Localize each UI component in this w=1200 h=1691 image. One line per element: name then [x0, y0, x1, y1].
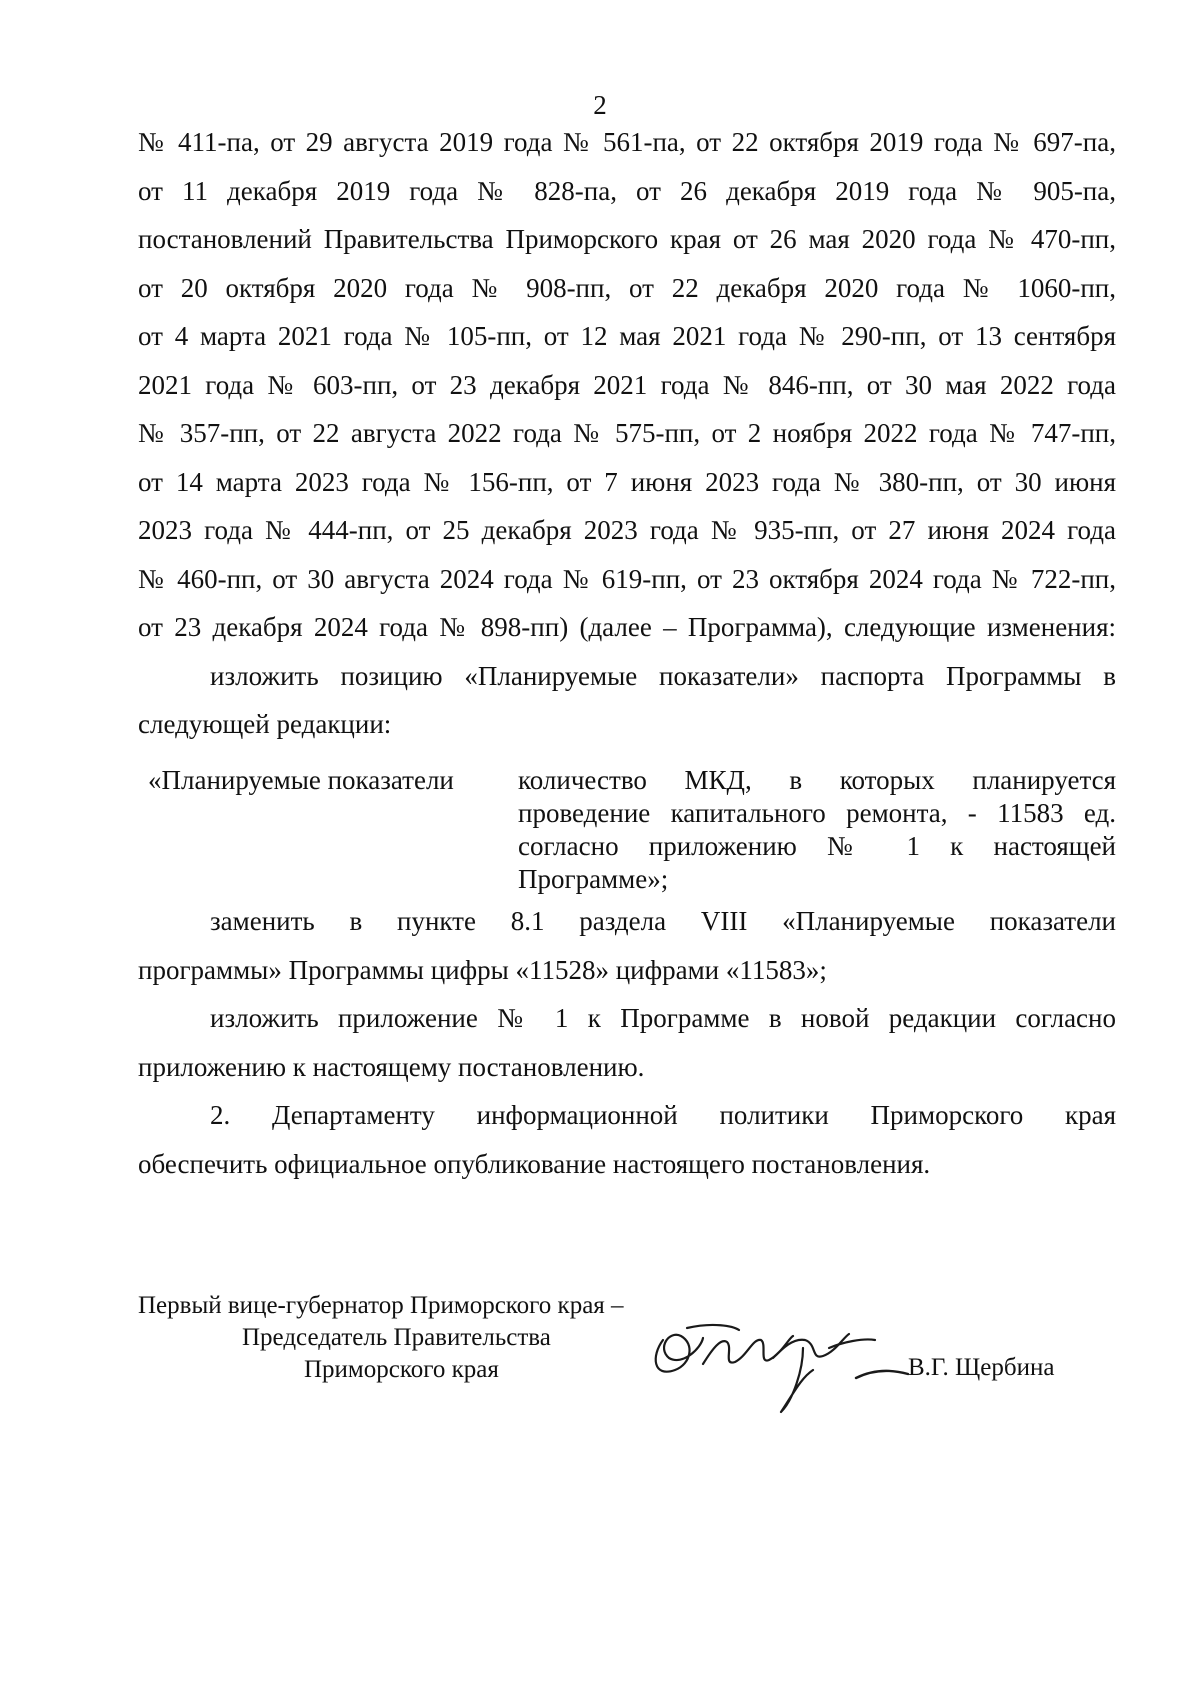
text-line: 2023 года № 444-пп, от 25 декабря 2023 года № 935-пп, от 27 июня 2024 года: [138, 515, 1116, 545]
text-line: согласно приложению № 1 к настоящей: [518, 831, 1116, 861]
signer-title-line: Первый вице-губернатор Приморского края –: [138, 1292, 624, 1319]
text-line: заменить в пункте 8.1 раздела VIII «Планируемые показатели: [210, 906, 1116, 936]
text-line: № 357-пп, от 22 августа 2022 года № 575-пп, от 2 ноября 2022 года № 747-пп,: [138, 418, 1116, 448]
text-line: от 4 марта 2021 года № 105-пп, от 12 мая 2021 года № 290-пп, от 13 сентября: [138, 321, 1116, 351]
text-line: постановлений Правительства Приморского края от 26 мая 2020 года № 470-пп,: [138, 224, 1116, 254]
text-line: количество МКД, в которых планируется: [518, 765, 1116, 795]
text-line: изложить приложение № 1 к Программе в новой редакции согласно: [210, 1003, 1116, 1033]
paragraph-item-2: [138, 1091, 1116, 1188]
signature-block: [138, 1290, 1116, 1440]
page-number: 2: [593, 90, 607, 120]
paragraph-position-instruction: [138, 652, 1116, 749]
document-body-continued: [138, 897, 1116, 1188]
text-line: от 14 марта 2023 года № 156-пп, от 7 июня 2023 года № 380-пп, от 30 июня: [138, 466, 1116, 497]
paragraph-amended-acts: [138, 118, 1116, 652]
text-line: от 20 октября 2020 года № 908-пп, от 22 декабря 2020 года № 1060-пп,: [138, 272, 1116, 303]
text-line: приложению к настоящему постановлению.: [138, 1051, 645, 1082]
signer-name: В.Г. Щербина: [908, 1354, 1055, 1381]
text-line: Программе»;: [518, 864, 669, 894]
text-line: 2. Департаменту информационной политики Приморского края: [210, 1100, 1116, 1130]
signature-dash: [854, 1366, 910, 1382]
text-line: следующей редакции:: [138, 709, 392, 739]
position-label: «Планируемые показатели: [148, 765, 454, 795]
text-line: проведение капитального ремонта, - 11583 ед.: [518, 798, 1116, 828]
document-body: [138, 118, 1116, 749]
text-line: обеспечить официальное опубликование настоящего постановления.: [138, 1148, 931, 1179]
signer-title-line: Председатель Правительства: [242, 1324, 551, 1351]
text-line: программы» Программы цифры «11528» цифрами «11583»;: [138, 954, 827, 985]
paragraph-appendix: [138, 994, 1116, 1091]
text-line: от 11 декабря 2019 года № 828-па, от 26 декабря 2019 года № 905-па,: [138, 175, 1116, 206]
position-value: [518, 764, 1116, 896]
text-line: № 460-пп, от 30 августа 2024 года № 619-пп, от 23 октября 2024 года № 722-пп,: [138, 563, 1116, 594]
text-line: № 411-па, от 29 августа 2019 года № 561-па, от 22 октября 2019 года № 697-па,: [138, 127, 1116, 157]
paragraph-replace-figures: [138, 897, 1116, 994]
signer-title-line: Приморского края: [304, 1356, 499, 1383]
text-line: изложить позицию «Планируемые показатели» паспорта Программы в: [210, 660, 1116, 691]
text-line: 2021 года № 603-пп, от 23 декабря 2021 года № 846-пп, от 30 мая 2022 года: [138, 369, 1116, 400]
text-line: от 23 декабря 2024 года № 898-пп) (далее – Программа), следующие изменения:: [138, 612, 1116, 642]
